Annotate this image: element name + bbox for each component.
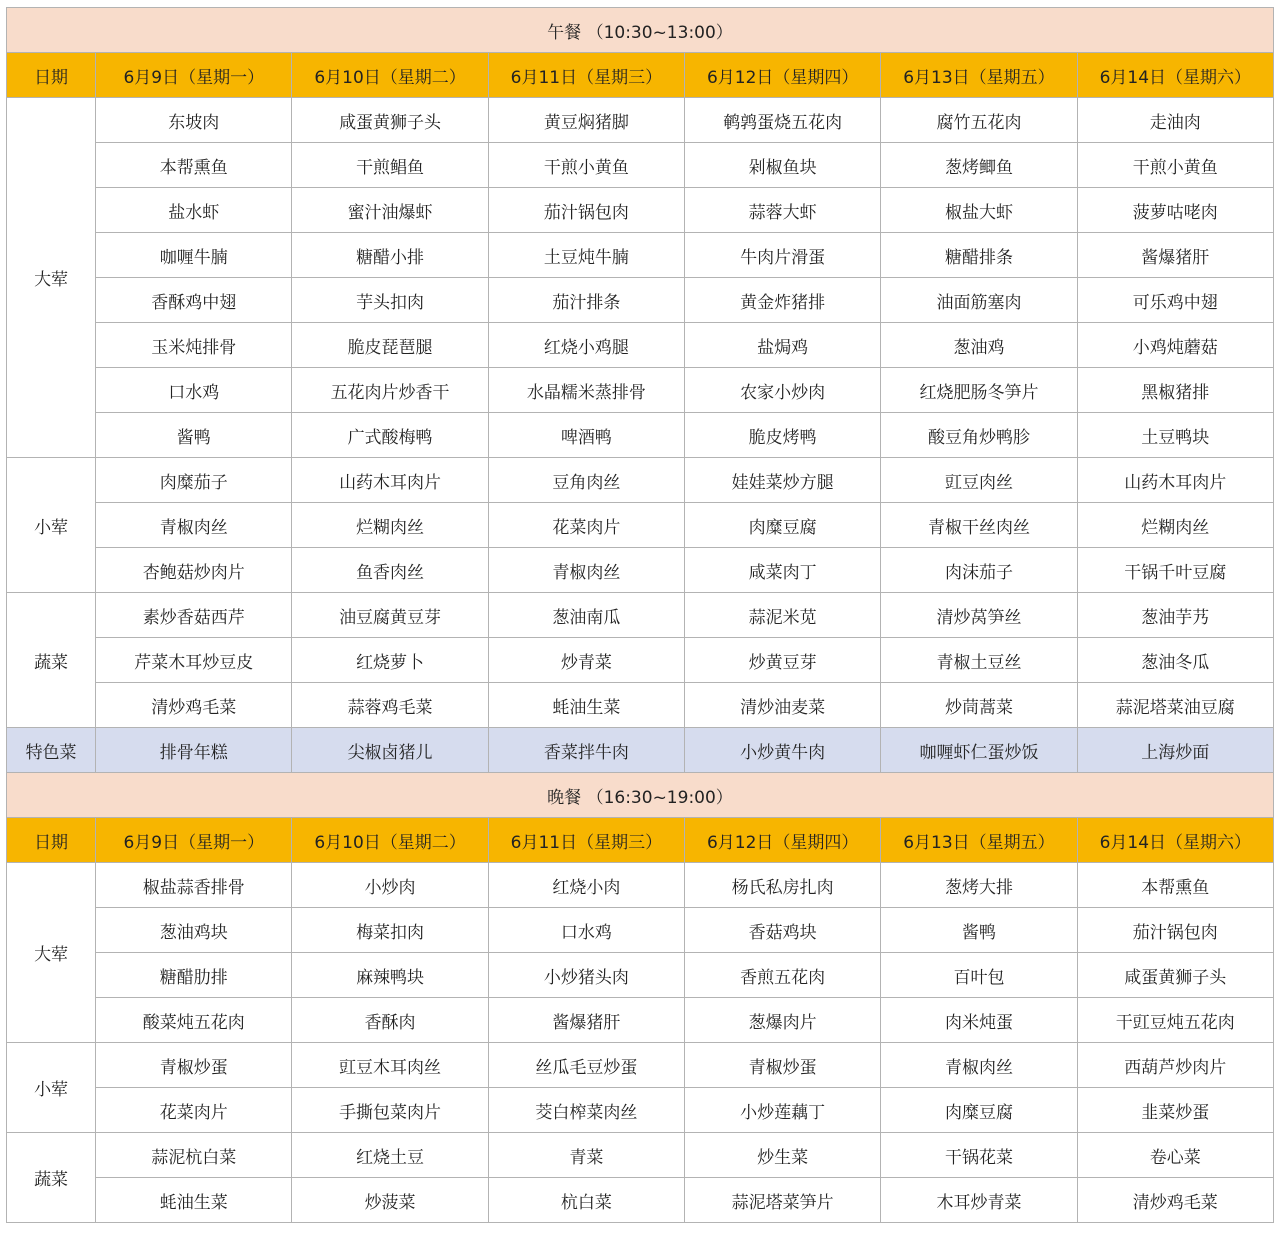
table-row	[7, 413, 1274, 458]
dish-cell: 广式酸梅鸭	[292, 413, 488, 458]
dish-cell: 脆皮烤鸭	[685, 413, 881, 458]
dish-cell: 油豆腐黄豆芽	[292, 593, 488, 638]
dish-cell: 香酥鸡中翅	[96, 278, 292, 323]
dish-cell: 素炒香菇西芹	[96, 593, 292, 638]
menu-body	[7, 8, 1274, 1223]
table-row	[7, 368, 1274, 413]
dish-cell: 杏鲍菇炒肉片	[96, 548, 292, 593]
day-column-header: 6月11日（星期三）	[488, 53, 684, 98]
dish-cell: 百叶包	[881, 953, 1077, 998]
dish-cell: 肉糜茄子	[96, 458, 292, 503]
table-row	[7, 953, 1274, 998]
dish-cell: 豇豆肉丝	[881, 458, 1077, 503]
dish-cell: 葱油冬瓜	[1077, 638, 1273, 683]
dish-cell: 青椒土豆丝	[881, 638, 1077, 683]
table-row	[7, 998, 1274, 1043]
dish-cell: 小炒肉	[292, 863, 488, 908]
dish-cell: 干煎小黄鱼	[1077, 143, 1273, 188]
dish-cell: 烂糊肉丝	[1077, 503, 1273, 548]
dish-cell: 手撕包菜肉片	[292, 1088, 488, 1133]
dish-cell: 青椒肉丝	[881, 1043, 1077, 1088]
dish-cell: 香酥肉	[292, 998, 488, 1043]
dish-cell: 蒜泥塔菜油豆腐	[1077, 683, 1273, 728]
dish-cell: 干豇豆炖五花肉	[1077, 998, 1273, 1043]
day-column-header: 6月14日（星期六）	[1077, 53, 1273, 98]
dish-cell: 本帮熏鱼	[1077, 863, 1273, 908]
dish-cell: 娃娃菜炒方腿	[685, 458, 881, 503]
day-column-header: 6月9日（星期一）	[96, 818, 292, 863]
date-column-header: 日期	[7, 53, 96, 98]
dish-cell: 花菜肉片	[488, 503, 684, 548]
dish-cell: 茄汁排条	[488, 278, 684, 323]
dish-cell: 炒生菜	[685, 1133, 881, 1178]
dish-cell: 酸菜炖五花肉	[96, 998, 292, 1043]
dish-cell: 小鸡炖蘑菇	[1077, 323, 1273, 368]
dish-cell: 葱烤大排	[881, 863, 1077, 908]
dish-cell: 干锅千叶豆腐	[1077, 548, 1273, 593]
dish-cell: 肉沫茄子	[881, 548, 1077, 593]
dinner-header-row	[7, 818, 1274, 863]
day-column-header: 6月10日（星期二）	[292, 53, 488, 98]
dish-cell: 走油肉	[1077, 98, 1273, 143]
dish-cell: 小炒猪头肉	[488, 953, 684, 998]
dish-cell: 烂糊肉丝	[292, 503, 488, 548]
table-row	[7, 143, 1274, 188]
dish-cell: 蒜泥米苋	[685, 593, 881, 638]
dish-cell: 肉糜豆腐	[881, 1088, 1077, 1133]
dish-cell: 肉糜豆腐	[685, 503, 881, 548]
table-row	[7, 548, 1274, 593]
dish-cell: 啤酒鸭	[488, 413, 684, 458]
dish-cell: 鹌鹑蛋烧五花肉	[685, 98, 881, 143]
dish-cell: 可乐鸡中翅	[1077, 278, 1273, 323]
dish-cell: 咸蛋黄狮子头	[292, 98, 488, 143]
lunch-title: 午餐 （10:30~13:00）	[7, 8, 1274, 53]
dish-cell: 清炒鸡毛菜	[96, 683, 292, 728]
dish-cell: 干煎小黄鱼	[488, 143, 684, 188]
table-row	[7, 188, 1274, 233]
dish-cell: 肉米炖蛋	[881, 998, 1077, 1043]
category-label: 蔬菜	[7, 1133, 96, 1223]
dish-cell: 酱爆猪肝	[488, 998, 684, 1043]
dish-cell: 五花肉片炒香干	[292, 368, 488, 413]
dish-cell: 菠萝咕咾肉	[1077, 188, 1273, 233]
dish-cell: 葱油南瓜	[488, 593, 684, 638]
dish-cell: 糖醋小排	[292, 233, 488, 278]
dish-cell: 清炒莴笋丝	[881, 593, 1077, 638]
dish-cell: 干煎鲳鱼	[292, 143, 488, 188]
dish-cell: 炒黄豆芽	[685, 638, 881, 683]
dish-cell: 茭白榨菜肉丝	[488, 1088, 684, 1133]
dish-cell: 炒青菜	[488, 638, 684, 683]
dish-cell: 脆皮琵琶腿	[292, 323, 488, 368]
table-row	[7, 683, 1274, 728]
category-label: 小荤	[7, 458, 96, 593]
dish-cell: 蒜泥杭白菜	[96, 1133, 292, 1178]
dish-cell: 盐焗鸡	[685, 323, 881, 368]
dish-cell: 剁椒鱼块	[685, 143, 881, 188]
dish-cell: 青椒干丝肉丝	[881, 503, 1077, 548]
dish-cell: 蒜蓉大虾	[685, 188, 881, 233]
dish-cell: 青椒肉丝	[488, 548, 684, 593]
special-row	[7, 728, 1274, 773]
dish-cell: 咸菜肉丁	[685, 548, 881, 593]
dish-cell: 葱烤鲫鱼	[881, 143, 1077, 188]
dish-cell: 青椒炒蛋	[96, 1043, 292, 1088]
table-row	[7, 863, 1274, 908]
dish-cell: 青椒炒蛋	[685, 1043, 881, 1088]
table-row	[7, 908, 1274, 953]
dish-cell: 椒盐大虾	[881, 188, 1077, 233]
dish-cell: 杭白菜	[488, 1178, 684, 1223]
dish-cell: 芹菜木耳炒豆皮	[96, 638, 292, 683]
dish-cell: 酱爆猪肝	[1077, 233, 1273, 278]
dish-cell: 酱鸭	[881, 908, 1077, 953]
dish-cell: 农家小炒肉	[685, 368, 881, 413]
dish-cell: 土豆鸭块	[1077, 413, 1273, 458]
dish-cell: 酱鸭	[96, 413, 292, 458]
dish-cell: 葱爆肉片	[685, 998, 881, 1043]
dish-cell: 蒜蓉鸡毛菜	[292, 683, 488, 728]
dish-cell: 红烧小鸡腿	[488, 323, 684, 368]
date-column-header: 日期	[7, 818, 96, 863]
dish-cell: 葱油鸡	[881, 323, 1077, 368]
special-dish-cell: 咖喱虾仁蛋炒饭	[881, 728, 1077, 773]
dish-cell: 蜜汁油爆虾	[292, 188, 488, 233]
dish-cell: 咖喱牛腩	[96, 233, 292, 278]
dish-cell: 红烧土豆	[292, 1133, 488, 1178]
dinner-title-row	[7, 773, 1274, 818]
special-dish-cell: 香菜拌牛肉	[488, 728, 684, 773]
dish-cell: 炒菠菜	[292, 1178, 488, 1223]
dish-cell: 青菜	[488, 1133, 684, 1178]
dish-cell: 黄豆焖猪脚	[488, 98, 684, 143]
category-label: 大荤	[7, 863, 96, 1043]
dish-cell: 酸豆角炒鸭胗	[881, 413, 1077, 458]
table-row	[7, 1043, 1274, 1088]
dish-cell: 梅菜扣肉	[292, 908, 488, 953]
dish-cell: 口水鸡	[488, 908, 684, 953]
dish-cell: 山药木耳肉片	[1077, 458, 1273, 503]
table-row	[7, 503, 1274, 548]
day-column-header: 6月9日（星期一）	[96, 53, 292, 98]
dish-cell: 小炒莲藕丁	[685, 1088, 881, 1133]
lunch-header-row	[7, 53, 1274, 98]
category-label: 蔬菜	[7, 593, 96, 728]
dish-cell: 鱼香肉丝	[292, 548, 488, 593]
day-column-header: 6月12日（星期四）	[685, 53, 881, 98]
day-column-header: 6月12日（星期四）	[685, 818, 881, 863]
dish-cell: 青椒肉丝	[96, 503, 292, 548]
category-label: 大荤	[7, 98, 96, 458]
dish-cell: 牛肉片滑蛋	[685, 233, 881, 278]
dish-cell: 茄汁锅包肉	[488, 188, 684, 233]
day-column-header: 6月13日（星期五）	[881, 53, 1077, 98]
dish-cell: 蚝油生菜	[96, 1178, 292, 1223]
category-label: 小荤	[7, 1043, 96, 1133]
table-row	[7, 1178, 1274, 1223]
dish-cell: 红烧小肉	[488, 863, 684, 908]
dish-cell: 黑椒猪排	[1077, 368, 1273, 413]
special-dish-cell: 上海炒面	[1077, 728, 1273, 773]
table-row	[7, 278, 1274, 323]
dish-cell: 香煎五花肉	[685, 953, 881, 998]
category-label: 特色菜	[7, 728, 96, 773]
dish-cell: 清炒鸡毛菜	[1077, 1178, 1273, 1223]
dinner-title: 晚餐 （16:30~19:00）	[7, 773, 1274, 818]
day-column-header: 6月14日（星期六）	[1077, 818, 1273, 863]
day-column-header: 6月11日（星期三）	[488, 818, 684, 863]
dish-cell: 炒茼蒿菜	[881, 683, 1077, 728]
dish-cell: 黄金炸猪排	[685, 278, 881, 323]
dish-cell: 盐水虾	[96, 188, 292, 233]
special-dish-cell: 尖椒卤猪儿	[292, 728, 488, 773]
table-row	[7, 593, 1274, 638]
dish-cell: 糖醋排条	[881, 233, 1077, 278]
dish-cell: 葱油芋艿	[1077, 593, 1273, 638]
dish-cell: 干锅花菜	[881, 1133, 1077, 1178]
dish-cell: 糖醋肋排	[96, 953, 292, 998]
dish-cell: 山药木耳肉片	[292, 458, 488, 503]
dish-cell: 土豆炖牛腩	[488, 233, 684, 278]
dish-cell: 红烧萝卜	[292, 638, 488, 683]
dish-cell: 油面筋塞肉	[881, 278, 1077, 323]
day-column-header: 6月10日（星期二）	[292, 818, 488, 863]
dish-cell: 玉米炖排骨	[96, 323, 292, 368]
dish-cell: 蒜泥塔菜笋片	[685, 1178, 881, 1223]
dish-cell: 口水鸡	[96, 368, 292, 413]
dish-cell: 丝瓜毛豆炒蛋	[488, 1043, 684, 1088]
dish-cell: 葱油鸡块	[96, 908, 292, 953]
dish-cell: 豆角肉丝	[488, 458, 684, 503]
table-row	[7, 638, 1274, 683]
dish-cell: 卷心菜	[1077, 1133, 1273, 1178]
table-row	[7, 323, 1274, 368]
table-row	[7, 98, 1274, 143]
dish-cell: 韭菜炒蛋	[1077, 1088, 1273, 1133]
dish-cell: 香菇鸡块	[685, 908, 881, 953]
dish-cell: 椒盐蒜香排骨	[96, 863, 292, 908]
table-row	[7, 1088, 1274, 1133]
dish-cell: 花菜肉片	[96, 1088, 292, 1133]
dish-cell: 本帮熏鱼	[96, 143, 292, 188]
lunch-title-row	[7, 8, 1274, 53]
dish-cell: 咸蛋黄狮子头	[1077, 953, 1273, 998]
dish-cell: 红烧肥肠冬笋片	[881, 368, 1077, 413]
menu-table	[6, 7, 1274, 1223]
dish-cell: 麻辣鸭块	[292, 953, 488, 998]
table-row	[7, 233, 1274, 278]
dish-cell: 西葫芦炒肉片	[1077, 1043, 1273, 1088]
dish-cell: 杨氏私房扎肉	[685, 863, 881, 908]
dish-cell: 腐竹五花肉	[881, 98, 1077, 143]
dish-cell: 清炒油麦菜	[685, 683, 881, 728]
table-row	[7, 458, 1274, 503]
dish-cell: 木耳炒青菜	[881, 1178, 1077, 1223]
dish-cell: 水晶糯米蒸排骨	[488, 368, 684, 413]
special-dish-cell: 排骨年糕	[96, 728, 292, 773]
dish-cell: 豇豆木耳肉丝	[292, 1043, 488, 1088]
special-dish-cell: 小炒黄牛肉	[685, 728, 881, 773]
table-row	[7, 1133, 1274, 1178]
dish-cell: 芋头扣肉	[292, 278, 488, 323]
dish-cell: 茄汁锅包肉	[1077, 908, 1273, 953]
dish-cell: 东坡肉	[96, 98, 292, 143]
dish-cell: 蚝油生菜	[488, 683, 684, 728]
day-column-header: 6月13日（星期五）	[881, 818, 1077, 863]
